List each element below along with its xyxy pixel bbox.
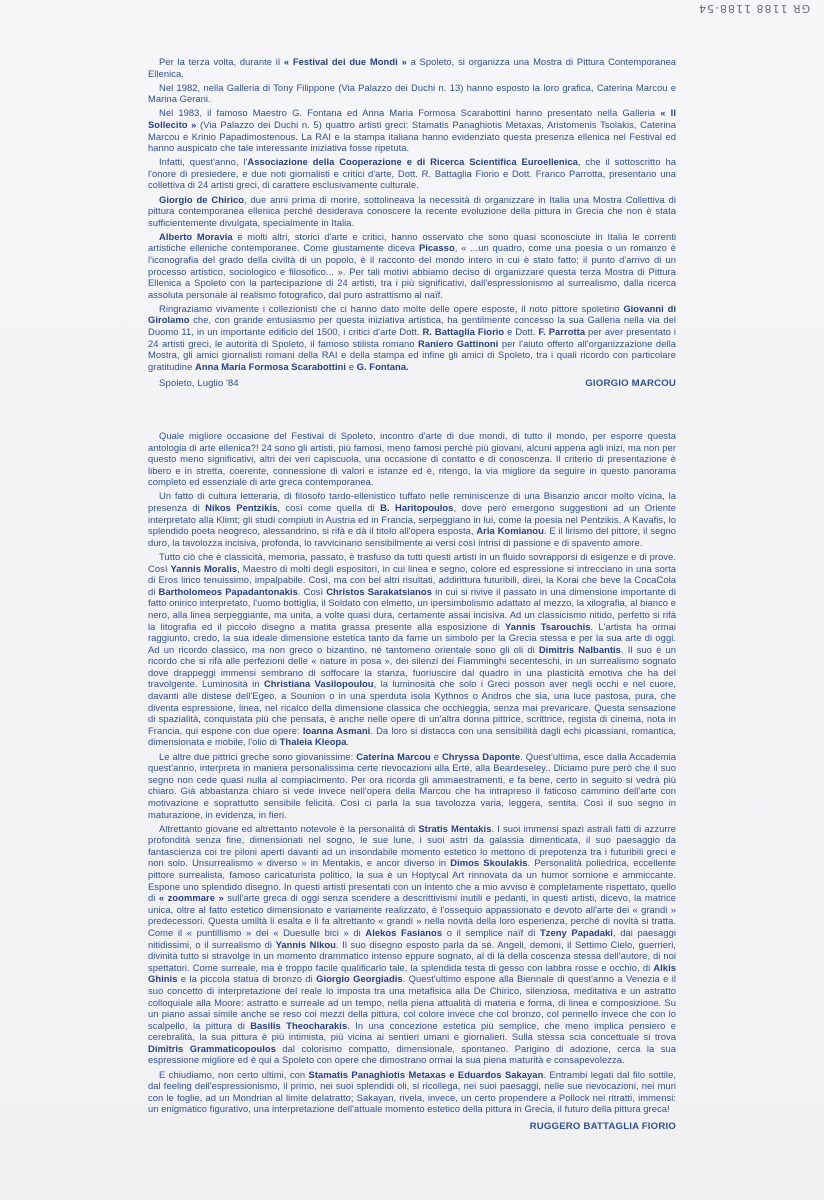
- emphasized-name: Giorgio Georgiadis: [316, 973, 403, 985]
- text-run: dal colorismo compatto, dimensionale, spontaneo. Parigino di adozione, cerca la sua espressione migliore ed è qui a Spoleto con opere che dimostrano ormai la sua piena maturità e consapevolezza.: [148, 1042, 676, 1066]
- emphasized-name: Dimitris Nalbantis: [538, 643, 621, 655]
- archive-handwritten-note: GR 1188 1188-54: [697, 2, 810, 15]
- text-run: , « ...un quadro, come una poesia o un romanzo è l'iconografia del grado della civiltà di un popolo, è il racconto del mondo intero in cui è stato fatto; il punto d'arrivo di un processo artistico, sociologico e filosofico... ». Per tali motivi abbiamo deciso di organizzare questa terza Mostra di Pittura Ellenica a Spoleto con la partecipazione di 24 artisti, tra i più significativi, dall'espressionismo al surrealismo, dalla ricerca assoluta personale al realismo fotografico, dal puro astrattismo al naïf.: [148, 242, 676, 300]
- emphasized-name: « Il Sollecito »: [148, 107, 676, 130]
- text-run: e la piccola statua di bronzo di: [177, 973, 317, 985]
- emphasized-name: Stamatis Panaghiotis Metaxas e Eduardos Sakayan: [308, 1068, 544, 1080]
- emphasized-name: Bartholomeos Papadantonakis: [158, 585, 298, 597]
- text-run: , così come quella di: [277, 502, 381, 514]
- paragraph: [148, 823, 676, 1066]
- emphasized-name: Thaleia Kleopa: [279, 736, 347, 748]
- emphasized-name: Tzeny Papadaki: [539, 926, 613, 938]
- text-run: e: [346, 360, 357, 372]
- emphasized-name: Aria Komianou: [476, 525, 544, 537]
- emphasized-name: Ioanna Asmani: [302, 724, 371, 736]
- text-run: . Quest'ultima, esce dalla Accademia quest'anno, interpreta in maniera personalissima certe rievocazioni alla Erté, alla Beardeseley.. Diciamo pure però che il suo segno non cede quasi nulla al compiacimento. Per ora ricorda gli ammaestramenti, e fa bene, certo in seguito si vedrà più chiaro. Già abbastanza chiaro si vede invece nell'opera della Marcou che ha intrapreso il faticoso cammino dell'arte con motivazione e soprattutto sensibile felicità. Così ci parla la sua tavolozza varia, leggera, sentita. Così il suo segno in maturazione, in evidenza, in fieri.: [148, 750, 677, 820]
- text-run: . Quest'ultimo espone alla Biennale di quest'anno a Venezia e il suo concetto di interpretazione del reale lo imposta tra una metafisica alla De Chirico, silenziosa, meditativa e un astratto colloquiale alla Moore: astratto e surreale ad un tempo, nella piena attualità di materia e forma, di linea e composizione. Su un piano assai simile anche se reso coi mezzi della pittura, col colore invece che col bronzo, col pennello invece che con lo scalpello, la pittura di: [148, 973, 676, 1031]
- text-run: per l'aiuto offerto all'organizzazione della Mostra, gli amici giornalisti romani della RAI e della stampa ed infine gli amici di Spoleto, tra i quali ricordo con particolare gratitudine: [148, 337, 676, 372]
- emphasized-name: G. Fontana.: [356, 360, 409, 372]
- emphasized-name: F. Parrotta: [538, 326, 586, 338]
- text-run: . Personalità poliedrica, eccellente pittore surrealista, famoso caricaturista politico, la sua è un Hoptycal Art rinnovata da un humor sornione e ammiccante. Espone uno splendido disegno. In questi artisti presentati con un intento che a mio avviso è completamente rispettato, quello di: [148, 857, 676, 904]
- place-date: Spoleto, Luglio '84: [159, 378, 239, 390]
- text-run: che, con grande entusiasmo per questa iniziativa artistica, ha gentilmente concesso la sua Galleria nella via del Duomo 11, in un importante edificio del 1500, i critici d'arte Dott.: [148, 314, 676, 338]
- text-run: , che il sottoscritto ha l'onore di presiedere, e due noti giornalisti e critici d'arte, Dott. R. Battaglia Fiorio e Dott. Franco Parrotta, presentano una collettiva di 24 artisti greci, di carattere esclusivamente culturale.: [148, 156, 676, 191]
- emphasized-name: Basilis Theocharakis: [250, 1019, 348, 1031]
- emphasized-name: Nikos Pentzikis: [205, 502, 278, 514]
- paragraph: [148, 303, 676, 373]
- text-run: , dove però emergono suggestioni ad un Oriente interpretato alla Klimt; gli studi compiuti in Austria ed in Francia, serpeggiano in lui, come la poesia nel Pentzikis. A Kavafis, lo splendido poeta neogreco, alessandrino, si rifà e dà il titolo all'opera esposta,: [148, 502, 676, 537]
- paragraph: [148, 107, 676, 153]
- text-run: Infatti, quest'anno, l': [159, 156, 248, 168]
- text-run: Altrettanto giovane ed altrettanto notevole è la personalità di: [159, 822, 419, 834]
- emphasized-name: Associazione della Cooperazione e di Ricerca Scientifica Euroellenica: [247, 156, 578, 168]
- paragraph: [148, 490, 676, 548]
- emphasized-name: Yannis Nikou: [275, 938, 336, 950]
- emphasized-name: Alberto Moravia: [159, 230, 233, 242]
- emphasized-name: Alekos Fasianos: [365, 926, 443, 938]
- emphasized-name: Christiana Vasilopoulou: [263, 678, 374, 690]
- text-run: . Il suo è un ricordo che si rifà alle perfezioni delle « nature in posa », dei silenzi dei Fiamminghi secenteschi, in un surrealismo sognato dove drappeggi immensi sembrano di soffocare la stanza, fuoriuscire dal quadro in una plasticità emotiva che ha del travolgente. Luminosità in: [148, 643, 676, 690]
- signature-ruggero-battaglia-fiorio: RUGGERO BATTAGLIA FIORIO: [529, 1120, 676, 1132]
- emphasized-name: Dimos Skoulakis: [450, 857, 528, 869]
- emphasized-name: Raniero Gattinoni: [418, 337, 499, 349]
- paragraph: [148, 156, 676, 191]
- text-run: . L'artista ha ormai raggiunto, credo, la sua ideale dimensione estetica tanto da farne un simbolo per la Grecia stessa e per la sua arte di oggi. Ad un ricordo classico, ma non greco o bizantino, né tantomeno orientale sono gli oli di: [148, 620, 676, 655]
- paragraph: [148, 56, 676, 79]
- text-run: Quale migliore occasione del Festival di Spoleto, incontro d'arte di due mondi, di tutto il mondo, per esporre questa antologia di arte ellenica?! 24 sono gli artisti, più famosi, meno famosi perché più giovani, alcuni appena agli inizi, ma non per questo meno significativi, altri dei veri capiscuola, una occasione di contatto e di conoscenza. Il criterio di presentazione è libero e in stretta, coerente, connessione di valori e istanze ed è, ritengo, la via migliore da seguire in questo panorama completo ed essenziale di arte greca contemporanea.: [148, 430, 676, 488]
- text-run: . Il suo disegno esposto parla da sé. Angeli, demoni, il Settimo Cielo, guerrieri, divinità tutto si stravolge in un momento drammatico intenso eppure sognato, al di là della coscenza stessa dell'autore, di noi spettatori. Come surreale, ma è troppo facile qualificarlo tale, la splendida testa di gesso con labbra rosse e occhio, di: [148, 938, 677, 973]
- text-run: a Spoleto, si organizza una Mostra di Pittura Contemporanea Ellenica.: [148, 56, 676, 79]
- text-run: Ringraziamo vivamente i collezionisti che ci hanno dato molte delle opere esposte, il noto pittore spoletino: [159, 302, 624, 314]
- emphasized-name: Caterina Marcou: [356, 750, 431, 762]
- text-run: (Via Palazzo dei Duchi n. 5) quattro artisti greci: Stamatis Panaghiotis Metaxas, Aristomenis Tsolakis, Caterina Marcou e Krinio Papadimostenous. La RAI e la stampa italiana hanno evidenziato questa presenza ellenica nel Festival ed hanno auspicato che tale interessante iniziativa fosse ripetuta.: [148, 118, 676, 154]
- foreword-sign-row: [148, 378, 676, 390]
- text-run: Un fatto di cultura letteraria, di filosofo tardo-ellenistico tuffato nelle reminiscenze di una Bisanzio ancor molto vicina, la presenza di: [148, 490, 676, 514]
- text-run: sull'arte greca di oggi senza scendere a descrittivismi inutili e pedanti, in questi artisti, dicevo, la matrice unica, oltre al fatto estetico dimensionato e variamente realizzato, è l'ossequio appassionato e devoto all'arte dei « grandi » predecessori. Questa umiltà li esalta e li fa altrettanto « grandi » nella novità della loro esperienza, perché di novità si tratta. Come il « puntillismo » dei « Duesulle bici » di: [148, 892, 676, 938]
- emphasized-name: Yannis Tsarouchis: [505, 620, 591, 632]
- paragraph: [148, 82, 676, 105]
- text-run: Le altre due pittrici greche sono giovanissime:: [159, 750, 357, 762]
- text-run: o il semplice naïf di: [442, 926, 540, 938]
- paragraph: [148, 430, 676, 488]
- text-run: Tutto ciò che è classicità, memoria, passato, è trasfuso da tutti questi artisti in un fluido sovrapporsi di esigenze e di prove. Così: [148, 550, 676, 574]
- critical-essay-section: [148, 430, 676, 1133]
- emphasized-name: Stratis Mentakis: [418, 822, 492, 834]
- text-run: in cui si rivive il passato in una dimensione importante di fatto onirico interpretato, l'uomo bottiglia, il Soldato con elmetto, un ipersimbolismo adattato al mezzo, la xilografia, al bianco e nero, alla linea serpeggiante, ma unita, a volte quasi dura, certamente assai incisiva. Ad un classicismo nitido, perfetto si rifà la litografia ed il piccolo disegno a matita grassa presente alla esposizione di: [148, 585, 676, 632]
- emphasized-name: Chryssa Daponte: [441, 750, 521, 762]
- text-run: , due anni prima di morire, sottolineava la necessità di organizzare in Italia una Mostra Collettiva di pittura contemporanea ellenica perché desiderava conoscere la recente evoluzione della pittura in Grecia che non è stata sufficientemente divulgata, specialmente in Italia.: [148, 193, 676, 228]
- text-run: , dai paesaggi nitidissimi, o il surrealismo di: [148, 926, 676, 950]
- emphasized-name: Christos Sarakatsianos: [326, 585, 432, 597]
- text-run: . Entrambi legati dal filo sottile, dal feeling dell'espressionismo, il primo, nei suoi splendidi oli, si ricollega, nei suoi paesaggi, nelle sue rievocazioni, nei muri con le foglie, ad un Mondrian al limite delatratto; Sakayan, rivela, invece, un certo propendere a Pollock nei ritratti, immensi: un enigmatico figurativo, una interpretazione dell'attuale momento estetico della pittura in Grecia, il futuro della pittura greca!: [148, 1068, 676, 1115]
- text-run: , Maestro di molti degli espositori, in cui linea e segno, colore ed espressione si intrecciano in una sorta di Eros lirico tenuissimo, impalpabile. Così, ma con bel altri risultati, addirittura futuribili, direi, la Korai che beve la CocaCola di: [148, 562, 676, 597]
- text-run: Nel 1983, il famoso Maestro G. Fontana ed Anna Maria Formosa Scarabottini hanno presentato nella Galleria: [159, 107, 661, 119]
- paragraph: [148, 231, 676, 301]
- emphasized-name: « zoommare »: [158, 892, 224, 904]
- emphasized-name: B. Haritopoulos: [380, 502, 454, 514]
- text-run: . Da loro si distacca con una sensibilità dagli echi picassiani, romantica, dimensionata e mobile, l'olio di: [148, 724, 676, 748]
- text-run: . E il lirismo del pittore, il segno duro, la tavolozza incisiva, profonda, lo ravvicinano sensibilmente ai versi così intrisi di passione e di spavento amore.: [148, 525, 677, 548]
- text-run: . Così: [297, 585, 327, 597]
- emphasized-name: Dimitris Grammaticopoulos: [148, 1042, 276, 1054]
- text-run: Per la terza volta, durante il: [159, 56, 284, 67]
- paragraph: [148, 551, 676, 748]
- emphasized-name: R. Battaglia Fiorio: [422, 326, 505, 338]
- paragraph: [148, 751, 676, 821]
- text-run: . In una concezione estetica più semplice, che meno implica pensiero e cerebralità, la sua pittura è più intimista, più vicina ai sentieri umani e giornalieri. Sulla stessa scia concettuale si trova: [148, 1019, 676, 1043]
- paragraph: [148, 1069, 676, 1115]
- emphasized-name: Giorgio de Chirico: [159, 193, 245, 205]
- emphasized-name: Yannis Moralis: [170, 562, 238, 574]
- text-run: .: [346, 736, 350, 748]
- text-run: E chiudiamo, non certo ultimi, con: [159, 1068, 309, 1080]
- emphasized-name: Alkis Ghinis: [148, 961, 676, 985]
- foreword-paragraphs: [148, 56, 676, 372]
- text-run: per aver presentato i 24 artisti greci, le autorità di Spoleto, il famoso stilista romano: [148, 326, 676, 349]
- signature-giorgio-marcou: GIORGIO MARCOU: [585, 378, 676, 390]
- text-run: e Dott.: [504, 326, 539, 338]
- text-run: e molti altri, storici d'arte e critici, hanno osservato che sono quasi sconosciute in Italia le correnti artistiche elleniche contemporanee. Come giustamente diceva: [148, 230, 676, 254]
- text-run: e: [430, 750, 442, 762]
- paragraph: [148, 194, 676, 229]
- emphasized-name: Picasso: [418, 242, 455, 254]
- emphasized-name: Anna Maria Formosa Scarabottini: [195, 360, 347, 372]
- text-run: Nel 1982, nella Galleria di Tony Filippone (Via Palazzo dei Duchi n. 13) hanno esposto la loro grafica, Caterina Marcou e Marina Gerani.: [148, 81, 676, 105]
- essay-paragraphs: [148, 430, 676, 1115]
- emphasized-name: « Festival dei due Mondi »: [283, 56, 407, 67]
- foreword-section: [148, 56, 676, 390]
- text-run: . I suoi immensi spazi astrali fatti di azzurre profondità senza fine, dimensionati nel sogno, le sue lune, i suoi astri da galassia dimenticata, il suo paesaggio da fantascienza coi tre piloni aperti davanti ad un insondabile momento estetico lo mettono di prepotenza tra i futuribili greci e non solo. Unsurrealismo « diverso » in Mentakis, e ancor diverso in: [148, 822, 676, 869]
- emphasized-name: Giovanni di Girolamo: [148, 302, 676, 326]
- text-run: , la luminosità che solo i Greci posson aver negli occhi e nel cuore, davanti alle distese dell'Egeo, a Sounion o in una sperduta isola Kythnos o Andros che sia, una luce pastosa, pura, che diventa espressione, linea, nel ricalco della dimensione classica che occhieggia, senza mai prevaricare. Questa sensazione di spazialità, conquistata più che pensata, è anche nelle opere di un'altra donna pittrice, scrittrice, regista di cinema, nota in Francia, qui espone con due opere:: [148, 678, 677, 736]
